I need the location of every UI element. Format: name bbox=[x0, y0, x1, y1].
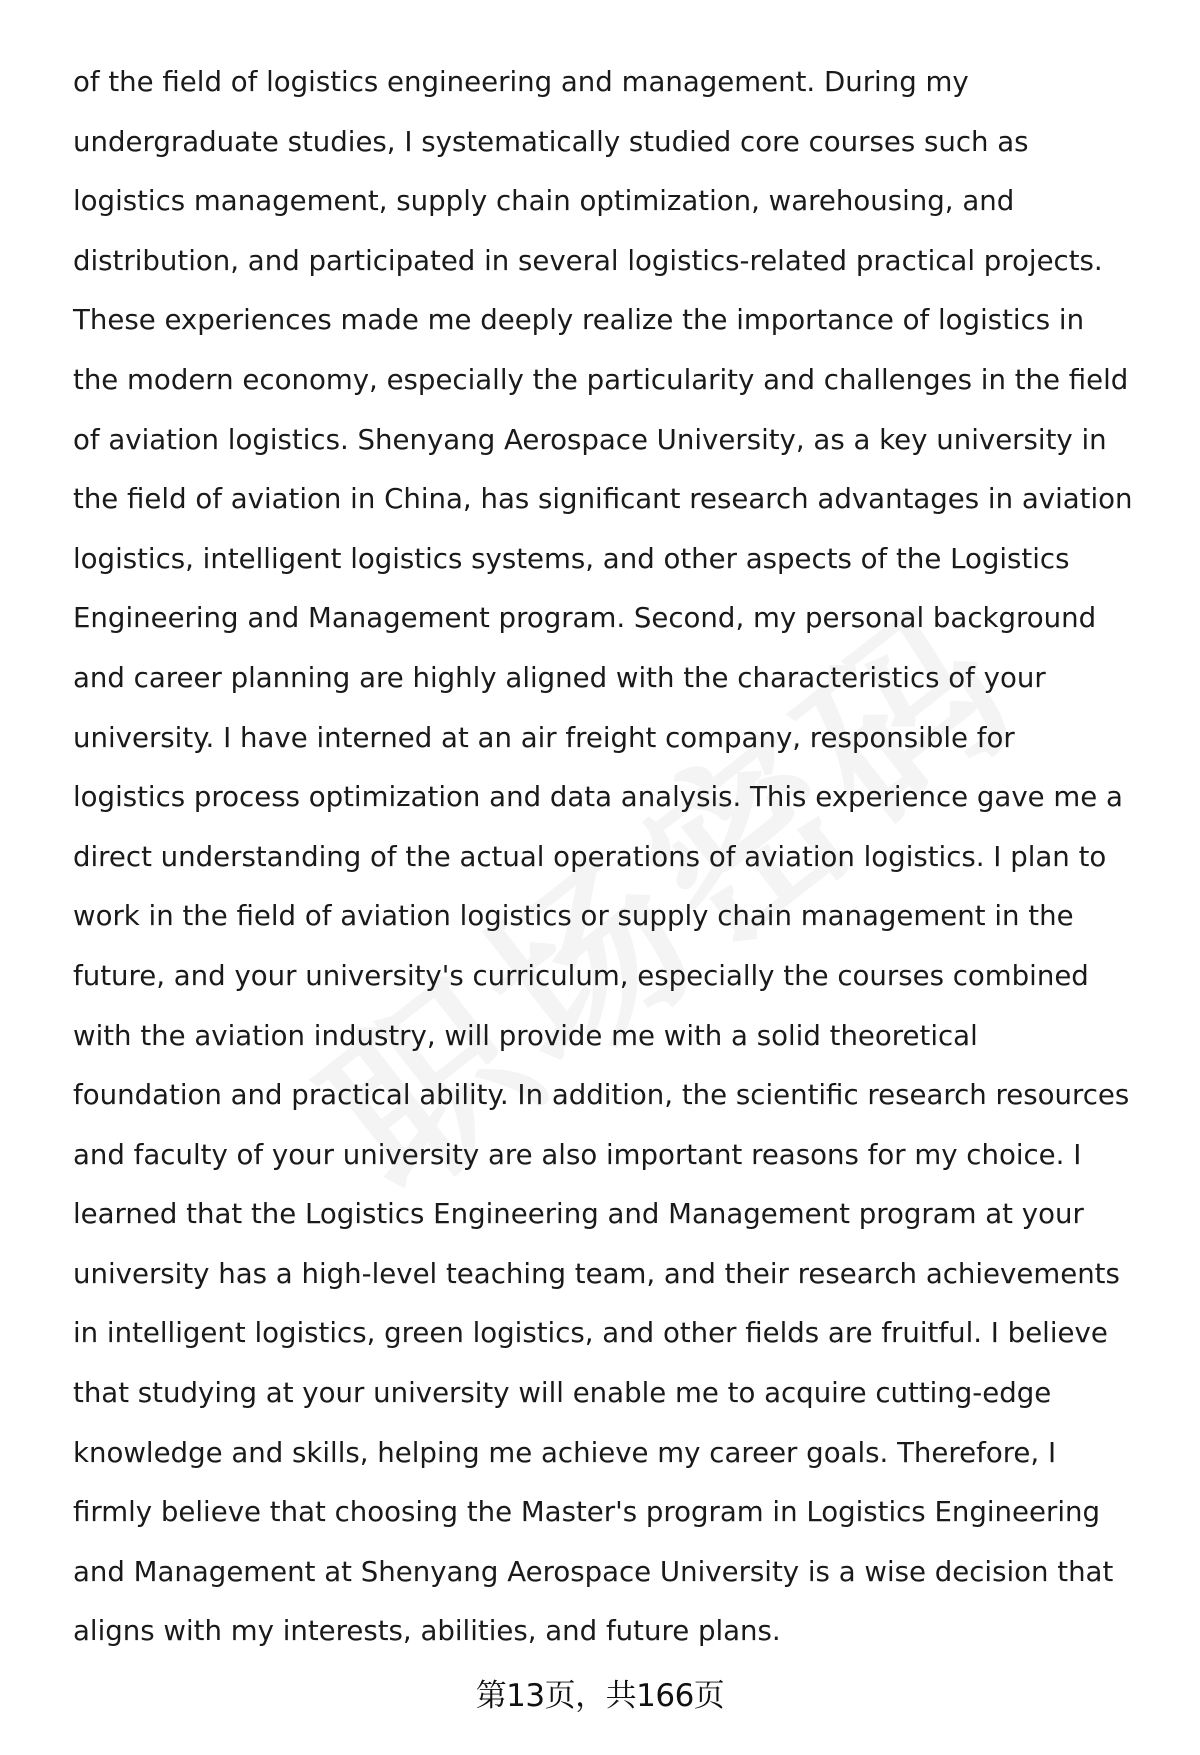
text-line: with the aviation industry, will provide me with a solid theoretical bbox=[73, 1018, 978, 1052]
text-line: university has a high-level teaching team, and their research achievements bbox=[73, 1256, 1120, 1290]
text-line: of aviation logistics. Shenyang Aerospace University, as a key university in bbox=[73, 422, 1107, 456]
text-line: aligns with my interests, abilities, and future plans. bbox=[73, 1614, 781, 1648]
text-line: logistics management, supply chain optimization, warehousing, and bbox=[73, 184, 1015, 218]
text-line: future, and your university's curriculum, especially the courses combined bbox=[73, 958, 1089, 992]
text-line: of the field of logistics engineering and management. During my bbox=[73, 65, 969, 98]
text-line: These experiences made me deeply realize the importance of logistics in bbox=[73, 303, 1085, 337]
text-line: in intelligent logistics, green logistics, and other fields are fruitful. I believe bbox=[73, 1316, 1108, 1350]
page-number: 第13页，共166页 bbox=[475, 1678, 725, 1714]
text-line: learned that the Logistics Engineering and Management program at your bbox=[73, 1197, 1084, 1231]
text-line: firmly believe that choosing the Master's program in Logistics Engineering bbox=[73, 1495, 1101, 1529]
text-line: knowledge and skills, helping me achieve my career goals. Therefore, I bbox=[73, 1435, 1057, 1469]
text-line: work in the field of aviation logistics or supply chain management in the bbox=[73, 899, 1074, 933]
text-line: undergraduate studies, I systematically studied core courses such as bbox=[73, 124, 1029, 158]
text-line: the modern economy, especially the particularity and challenges in the field bbox=[73, 362, 1129, 396]
text-line: distribution, and participated in several logistics-related practical projects. bbox=[73, 243, 1103, 277]
text-line: university. I have interned at an air freight company, responsible for bbox=[73, 720, 1015, 754]
body-paragraph bbox=[73, 52, 1168, 1661]
text-line: and faculty of your university are also important reasons for my choice. I bbox=[73, 1137, 1082, 1171]
text-line: logistics process optimization and data analysis. This experience gave me a bbox=[73, 780, 1123, 814]
text-line: Engineering and Management program. Second, my personal background bbox=[73, 601, 1097, 635]
text-line: and career planning are highly aligned with the characteristics of your bbox=[73, 660, 1046, 694]
text-line: direct understanding of the actual operations of aviation logistics. I plan to bbox=[73, 839, 1107, 873]
text-line: the field of aviation in China, has significant research advantages in aviation bbox=[73, 482, 1133, 516]
text-line: foundation and practical ability. In addition, the scientific research resources bbox=[73, 1078, 1130, 1112]
text-line: and Management at Shenyang Aerospace University is a wise decision that bbox=[73, 1554, 1114, 1588]
text-line: that studying at your university will enable me to acquire cutting-edge bbox=[73, 1376, 1052, 1410]
text-line: logistics, intelligent logistics systems, and other aspects of the Logistics bbox=[73, 541, 1070, 575]
